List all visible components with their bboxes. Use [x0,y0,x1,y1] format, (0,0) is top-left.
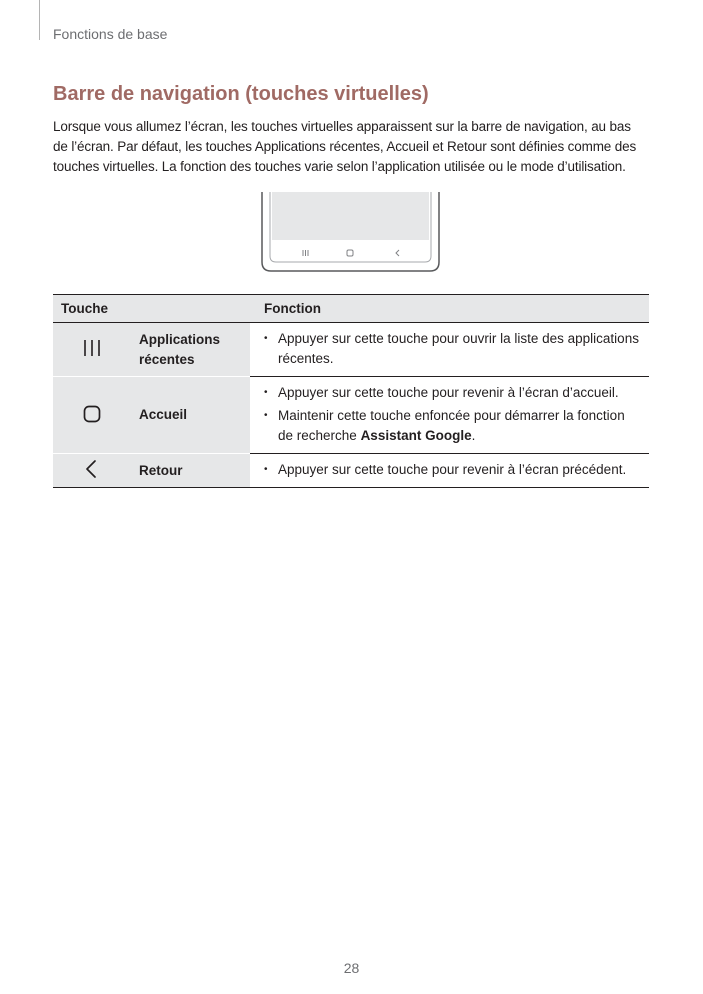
key-label-line: récentes [139,351,195,367]
function-text-line: récentes. [278,351,334,366]
function-item [264,406,641,446]
function-text-suffix: . [471,428,476,443]
function-list [264,383,641,446]
function-list [264,460,641,480]
key-function-cell [250,454,649,488]
key-label: Accueil [131,377,250,454]
navigation-keys-table [53,294,649,488]
section-header: Fonctions de base [53,26,168,42]
key-function-cell [250,323,649,377]
margin-rule [39,0,40,40]
assistant-google-term: Assistant Google [360,428,472,443]
function-text-line: • Maintenir cette touche enfoncée pour démarrer la fonction [278,408,625,423]
page-number: 28 [343,960,360,976]
phone-navigation-bar-illustration [261,192,440,272]
function-item [264,329,641,369]
function-text-prefix: de recherche [278,428,361,443]
key-icon-cell [53,377,131,454]
home-icon [82,404,102,424]
key-icon-cell [53,323,131,377]
page-title: Barre de navigation (touches virtuelles) [53,83,429,105]
key-icon-cell [53,454,131,488]
key-function-cell [250,377,649,454]
table-row [53,323,649,377]
key-label-line: Applications [139,331,221,347]
key-label: Retour [131,454,250,488]
function-item: • Appuyer sur cette touche pour revenir à l’écran d’accueil. [264,383,641,403]
table-row [53,454,649,488]
function-text-line: • Appuyer sur cette touche pour ouvrir la liste des applications [278,331,639,346]
function-text-line [278,426,641,446]
intro-line: Lorsque vous allumez l’écran, les touches virtuelles apparaissent sur la barre de navigation, au bas [53,119,631,134]
intro-paragraph [53,117,653,177]
phone-illustration [261,192,440,272]
column-header-function: Fonction [250,295,649,323]
recent-apps-icon [82,338,102,358]
column-header-key: Touche [53,295,250,323]
function-list [264,329,641,369]
intro-line: de l’écran. Par défaut, les touches Applications récentes, Accueil et Retour sont définies comme des [53,139,637,154]
key-label [131,323,250,377]
function-item: • Appuyer sur cette touche pour revenir à l’écran précédent. [264,460,641,480]
back-icon [82,459,102,479]
table-header-row [53,295,649,323]
table-row [53,377,649,454]
intro-line: touches virtuelles. La fonction des touches varie selon l’application utilisée ou le mode d’utilisation. [53,159,626,174]
